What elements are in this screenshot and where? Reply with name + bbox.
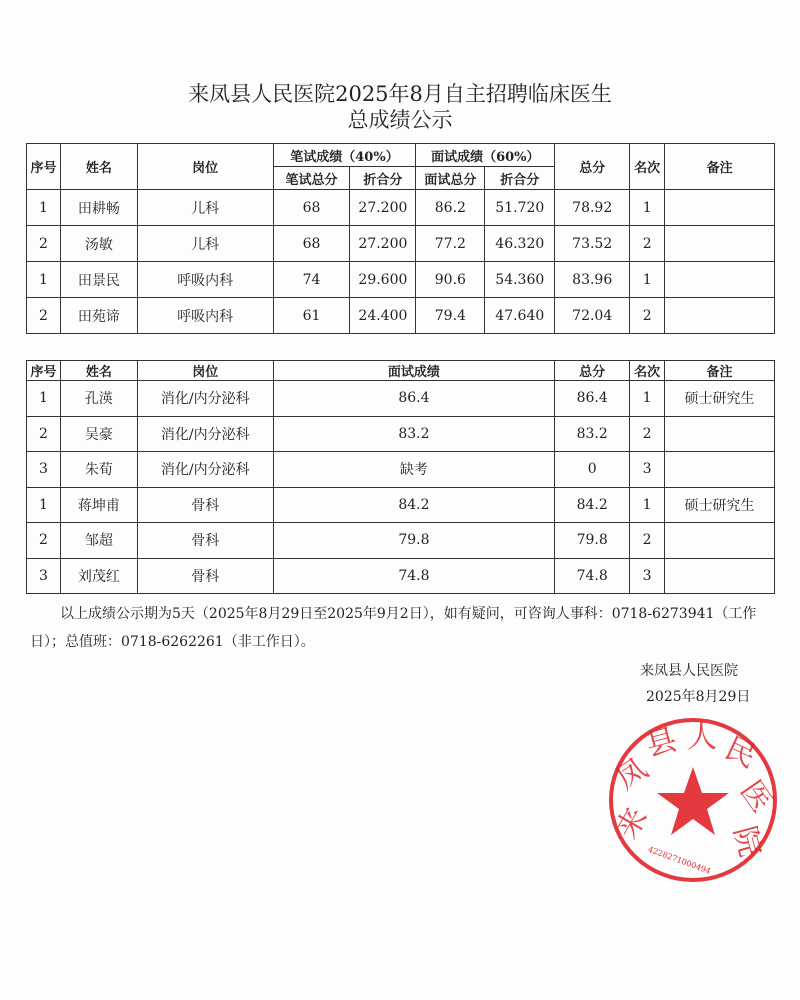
title-line-1: 来凤县人民医院2025年8月自主招聘临床医生 [188, 82, 612, 106]
header-post: 岗位 [137, 361, 273, 381]
svg-text:人: 人 [687, 720, 717, 755]
header-no: 序号 [27, 361, 61, 381]
cell-rank: 2 [630, 416, 665, 452]
header-interview: 面试成绩 [273, 361, 555, 381]
cell-written-total: 74 [273, 262, 350, 298]
cell-name: 吴豪 [60, 416, 137, 452]
header-interview: 面试成绩（60%） [416, 144, 555, 167]
cell-no: 1 [27, 487, 61, 523]
cell-rank: 2 [630, 298, 665, 334]
cell-note [665, 558, 775, 594]
cell-rank: 1 [630, 381, 665, 417]
cell-total: 72.04 [555, 298, 630, 334]
cell-interview-conv: 46.320 [485, 226, 555, 262]
cell-post: 骨科 [137, 487, 273, 523]
svg-text:县: 县 [642, 722, 681, 764]
header-note: 备注 [665, 144, 775, 190]
cell-rank: 1 [630, 190, 665, 226]
cell-total: 83.96 [555, 262, 630, 298]
cell-total: 79.8 [555, 523, 630, 559]
cell-note [665, 226, 775, 262]
cell-written-total: 68 [273, 226, 350, 262]
cell-rank: 2 [630, 226, 665, 262]
cell-written-total: 61 [273, 298, 350, 334]
header-written-conv: 折合分 [350, 167, 416, 190]
cell-name: 蒋坤甫 [60, 487, 137, 523]
cell-interview: 74.8 [273, 558, 555, 594]
svg-text:来: 来 [609, 801, 655, 846]
cell-post: 消化/内分泌科 [137, 452, 273, 488]
table-row [27, 452, 775, 488]
cell-written-conv: 27.200 [350, 226, 416, 262]
cell-no: 1 [27, 381, 61, 417]
cell-total: 0 [555, 452, 630, 488]
cell-interview-conv: 51.720 [485, 190, 555, 226]
seal-code: 4228271000494 [646, 844, 712, 876]
cell-interview-total: 86.2 [416, 190, 485, 226]
cell-name: 刘茂红 [60, 558, 137, 594]
cell-post: 消化/内分泌科 [137, 381, 273, 417]
header-total: 总分 [555, 144, 630, 190]
cell-written-conv: 29.600 [350, 262, 416, 298]
cell-total: 73.52 [555, 226, 630, 262]
cell-note [665, 190, 775, 226]
score-table-interview [26, 360, 775, 594]
cell-note [665, 523, 775, 559]
cell-total: 74.8 [555, 558, 630, 594]
table-row [27, 226, 775, 262]
cell-no: 3 [27, 452, 61, 488]
cell-total: 83.2 [555, 416, 630, 452]
cell-note [665, 416, 775, 452]
table-row [27, 298, 775, 334]
signature-org: 来凤县人民医院 [640, 663, 738, 679]
cell-interview: 84.2 [273, 487, 555, 523]
cell-name: 邹超 [60, 523, 137, 559]
table-row [27, 523, 775, 559]
cell-rank: 1 [630, 262, 665, 298]
cell-post: 骨科 [137, 558, 273, 594]
cell-written-conv: 27.200 [350, 190, 416, 226]
cell-no: 1 [27, 262, 61, 298]
cell-interview-total: 90.6 [416, 262, 485, 298]
cell-name: 田苑谛 [60, 298, 137, 334]
cell-interview: 86.4 [273, 381, 555, 417]
header-no: 序号 [27, 144, 61, 190]
cell-total: 86.4 [555, 381, 630, 417]
official-seal [605, 715, 780, 885]
cell-interview: 83.2 [273, 416, 555, 452]
header-interview-total: 面试总分 [416, 167, 485, 190]
cell-interview-conv: 54.360 [485, 262, 555, 298]
cell-note: 硕士研究生 [665, 381, 775, 417]
header-rank: 名次 [630, 144, 665, 190]
cell-interview-total: 77.2 [416, 226, 485, 262]
header-name: 姓名 [60, 361, 137, 381]
header-name: 姓名 [60, 144, 137, 190]
cell-interview-conv: 47.640 [485, 298, 555, 334]
cell-total: 84.2 [555, 487, 630, 523]
header-written-total: 笔试总分 [273, 167, 350, 190]
table-row [27, 487, 775, 523]
cell-rank: 3 [630, 558, 665, 594]
header-interview-conv: 折合分 [485, 167, 555, 190]
cell-written-total: 68 [273, 190, 350, 226]
table-row [27, 416, 775, 452]
svg-text:民: 民 [719, 730, 762, 776]
notice-text [30, 600, 770, 656]
notice-body: 以上成绩公示期为5天（2025年8月29日至2025年9月2日），如有疑问，可咨询人事科：0718-6273941（工作日）；总值班：0718-6262261（非工作日）。 [30, 606, 757, 650]
cell-name: 田耕畅 [60, 190, 137, 226]
table-row [27, 558, 775, 594]
cell-name: 朱荀 [60, 452, 137, 488]
cell-note: 硕士研究生 [665, 487, 775, 523]
cell-name: 孔渶 [60, 381, 137, 417]
header-post: 岗位 [137, 144, 273, 190]
cell-note [665, 298, 775, 334]
cell-interview: 79.8 [273, 523, 555, 559]
svg-text:医: 医 [733, 774, 779, 819]
cell-no: 2 [27, 226, 61, 262]
cell-name: 汤敏 [60, 226, 137, 262]
cell-post: 消化/内分泌科 [137, 416, 273, 452]
cell-no: 1 [27, 190, 61, 226]
table-row [27, 190, 775, 226]
cell-total: 78.92 [555, 190, 630, 226]
cell-no: 2 [27, 523, 61, 559]
cell-interview-total: 79.4 [416, 298, 485, 334]
cell-post: 骨科 [137, 523, 273, 559]
header-total: 总分 [555, 361, 630, 381]
table-row [27, 262, 775, 298]
cell-rank: 2 [630, 523, 665, 559]
cell-post: 儿科 [137, 226, 273, 262]
star-icon [657, 767, 729, 835]
cell-rank: 1 [630, 487, 665, 523]
table-row [27, 381, 775, 417]
cell-note [665, 262, 775, 298]
cell-written-conv: 24.400 [350, 298, 416, 334]
cell-no: 3 [27, 558, 61, 594]
cell-no: 2 [27, 298, 61, 334]
cell-rank: 3 [630, 452, 665, 488]
cell-interview: 缺考 [273, 452, 555, 488]
header-written: 笔试成绩（40%） [273, 144, 416, 167]
cell-no: 2 [27, 416, 61, 452]
cell-post: 儿科 [137, 190, 273, 226]
cell-post: 呼吸内科 [137, 298, 273, 334]
signature-date: 2025年8月29日 [646, 689, 751, 705]
score-table-written [26, 143, 775, 334]
cell-name: 田景民 [60, 262, 137, 298]
cell-note [665, 452, 775, 488]
cell-post: 呼吸内科 [137, 262, 273, 298]
header-note: 备注 [665, 361, 775, 381]
svg-text:凤: 凤 [609, 751, 655, 798]
title-line-2: 总成绩公示 [347, 108, 453, 132]
svg-text:院: 院 [726, 822, 769, 861]
header-rank: 名次 [630, 361, 665, 381]
